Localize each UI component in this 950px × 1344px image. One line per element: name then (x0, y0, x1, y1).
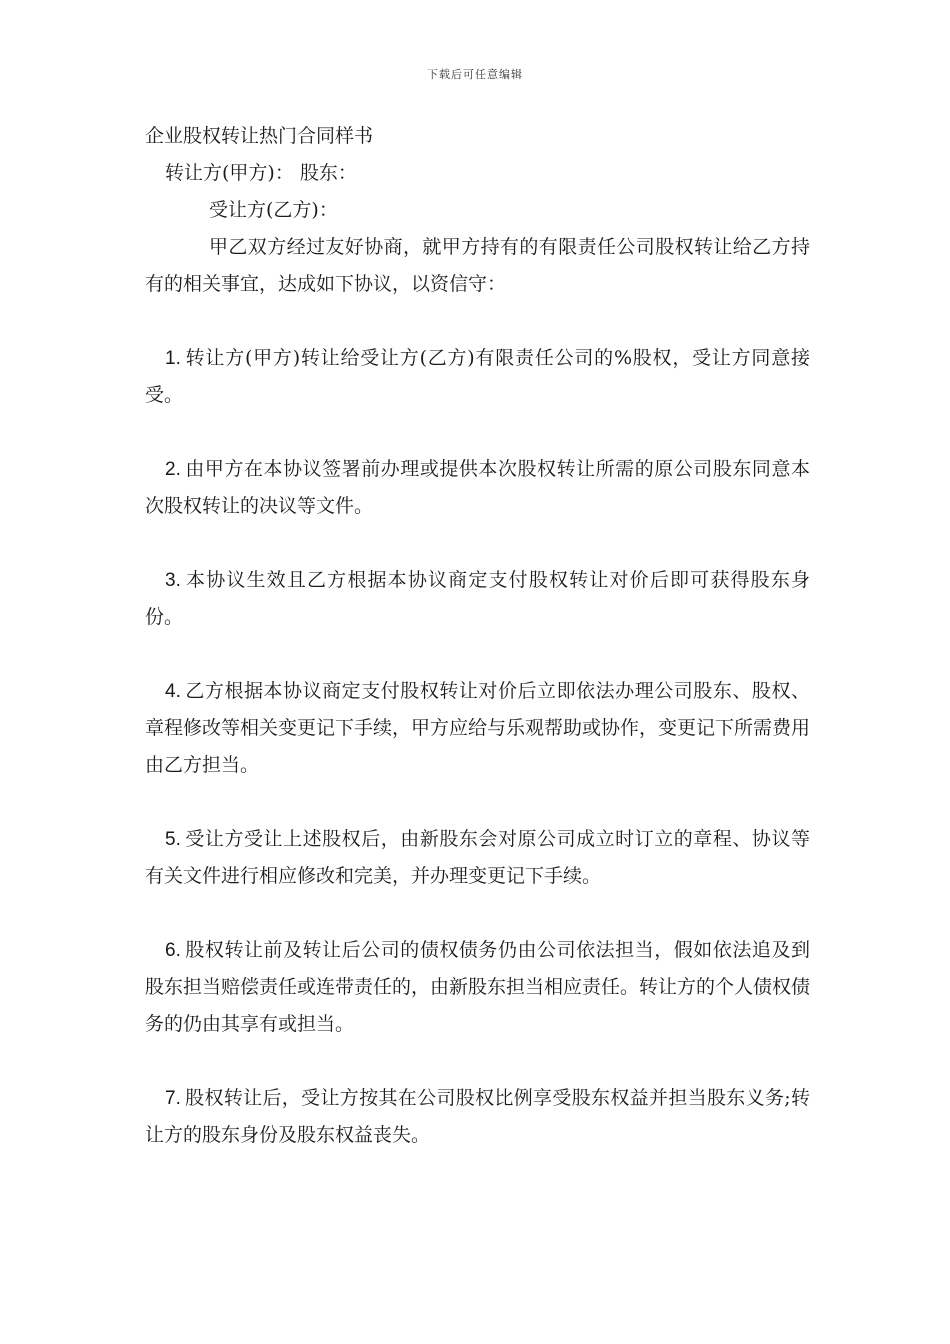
clause-4 (145, 673, 810, 784)
transferor-line: 转让方(甲方)： 股东： (165, 162, 357, 184)
clause-6 (145, 932, 810, 1043)
clause-1 (145, 340, 810, 414)
document-body (145, 118, 810, 1154)
clause-text: 乙方根据本协议商定支付股权转让对价后立即依法办理公司股东、股权、章程修改等相关变更记下手续，甲方应给与乐观帮助或协作，变更记下所需费用由乙方担当。 (145, 680, 811, 776)
clause-number: 7. (165, 1088, 181, 1109)
clause-number: 6. (165, 940, 181, 961)
clause-text: 股权转让后，受让方按其在公司股权比例享受股东权益并担当股东义务;转让方的股东身份及股东权益丧失。 (145, 1087, 810, 1146)
clause-7 (145, 1080, 810, 1154)
clause-number: 5. (165, 829, 181, 850)
document-title: 企业股权转让热门合同样书 (145, 125, 374, 147)
clause-text: 转让方(甲方)转让给受让方(乙方)有限责任公司的%股权，受让方同意接受。 (145, 347, 810, 406)
clause-3 (145, 562, 810, 636)
clause-number: 2. (165, 459, 181, 480)
clause-number: 4. (165, 681, 181, 702)
clause-2 (145, 451, 810, 525)
clause-text: 本协议生效且乙方根据本协议商定支付股权转让对价后即可获得股东身份。 (145, 569, 810, 628)
clause-text: 股权转让前及转让后公司的债权债务仍由公司依法担当，假如依法追及到股东担当赔偿责任或连带责任的，由新股东担当相应责任。转让方的个人债权债务的仍由其享有或担当。 (145, 939, 811, 1035)
clause-5 (145, 821, 810, 895)
clause-number: 3. (165, 570, 181, 591)
intro-paragraph: 甲乙双方经过友好协商，就甲方持有的有限责任公司股权转让给乙方持有的相关事宜，达成如下协议，以资信守： (145, 236, 810, 295)
clause-text: 由甲方在本协议签署前办理或提供本次股权转让所需的原公司股东同意本次股权转让的决议等文件。 (145, 458, 810, 517)
transferee-line: 受让方(乙方)： (209, 199, 338, 221)
clause-number: 1. (165, 348, 181, 369)
clause-text: 受让方受让上述股权后，由新股东会对原公司成立时订立的章程、协议等有关文件进行相应修改和完美，并办理变更记下手续。 (145, 828, 810, 887)
header-note: 下载后可任意编辑 (427, 68, 523, 81)
